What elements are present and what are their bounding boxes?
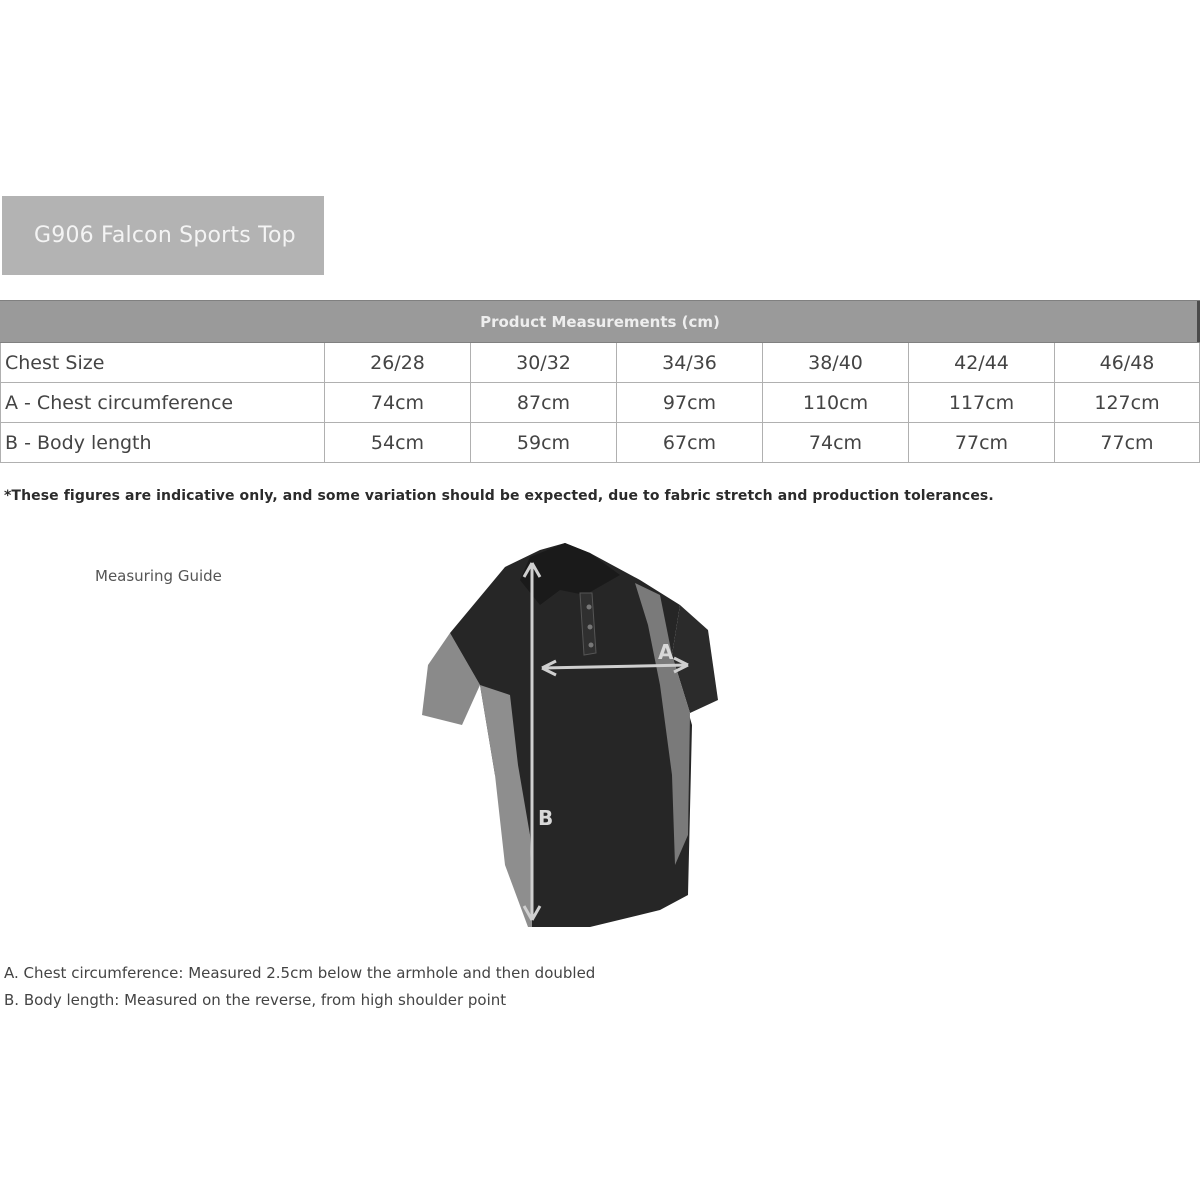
table-header xyxy=(0,300,1200,343)
button xyxy=(588,625,593,630)
product-title: G906 Falcon Sports Top xyxy=(34,223,296,248)
table-cell: 26/28 xyxy=(324,343,470,382)
button xyxy=(587,605,592,610)
row-label: Chest Size xyxy=(0,343,324,382)
table-row xyxy=(0,383,1200,423)
table-cell: 77cm xyxy=(908,423,1054,462)
note-chest: A. Chest circumference: Measured 2.5cm below the armhole and then doubled xyxy=(4,964,596,982)
table-cell: 74cm xyxy=(324,383,470,422)
note-body-length: B. Body length: Measured on the reverse, from high shoulder point xyxy=(4,991,507,1009)
table-cell: 87cm xyxy=(470,383,616,422)
table-cell: 97cm xyxy=(616,383,762,422)
row-label: A - Chest circumference xyxy=(0,383,324,422)
button xyxy=(589,643,594,648)
table-cell: 110cm xyxy=(762,383,908,422)
table-cell: 42/44 xyxy=(908,343,1054,382)
table-cell: 59cm xyxy=(470,423,616,462)
table-cell: 30/32 xyxy=(470,343,616,382)
table-cell: 46/48 xyxy=(1054,343,1200,382)
table-cell: 77cm xyxy=(1054,423,1200,462)
table-cell: 34/36 xyxy=(616,343,762,382)
measurements-table xyxy=(0,300,1200,463)
row-label: B - Body length xyxy=(0,423,324,462)
table-header-title: Product Measurements (cm) xyxy=(480,312,720,331)
table-row xyxy=(0,343,1200,383)
marker-b-label: B xyxy=(538,806,554,830)
table-cell: 117cm xyxy=(908,383,1054,422)
table-cell: 67cm xyxy=(616,423,762,462)
table-cell: 38/40 xyxy=(762,343,908,382)
measuring-guide-label: Measuring Guide xyxy=(95,567,222,585)
polo-shirt-illustration xyxy=(410,535,740,935)
table-cell: 54cm xyxy=(324,423,470,462)
table-cell: 74cm xyxy=(762,423,908,462)
disclaimer-text: *These figures are indicative only, and some variation should be expected, due to fabric stretch and production tolerances. xyxy=(4,488,994,504)
product-title-badge xyxy=(2,196,324,275)
table-row xyxy=(0,423,1200,463)
marker-a-label: A xyxy=(658,640,674,664)
measurement-notes xyxy=(4,960,595,1014)
table-cell: 127cm xyxy=(1054,383,1200,422)
